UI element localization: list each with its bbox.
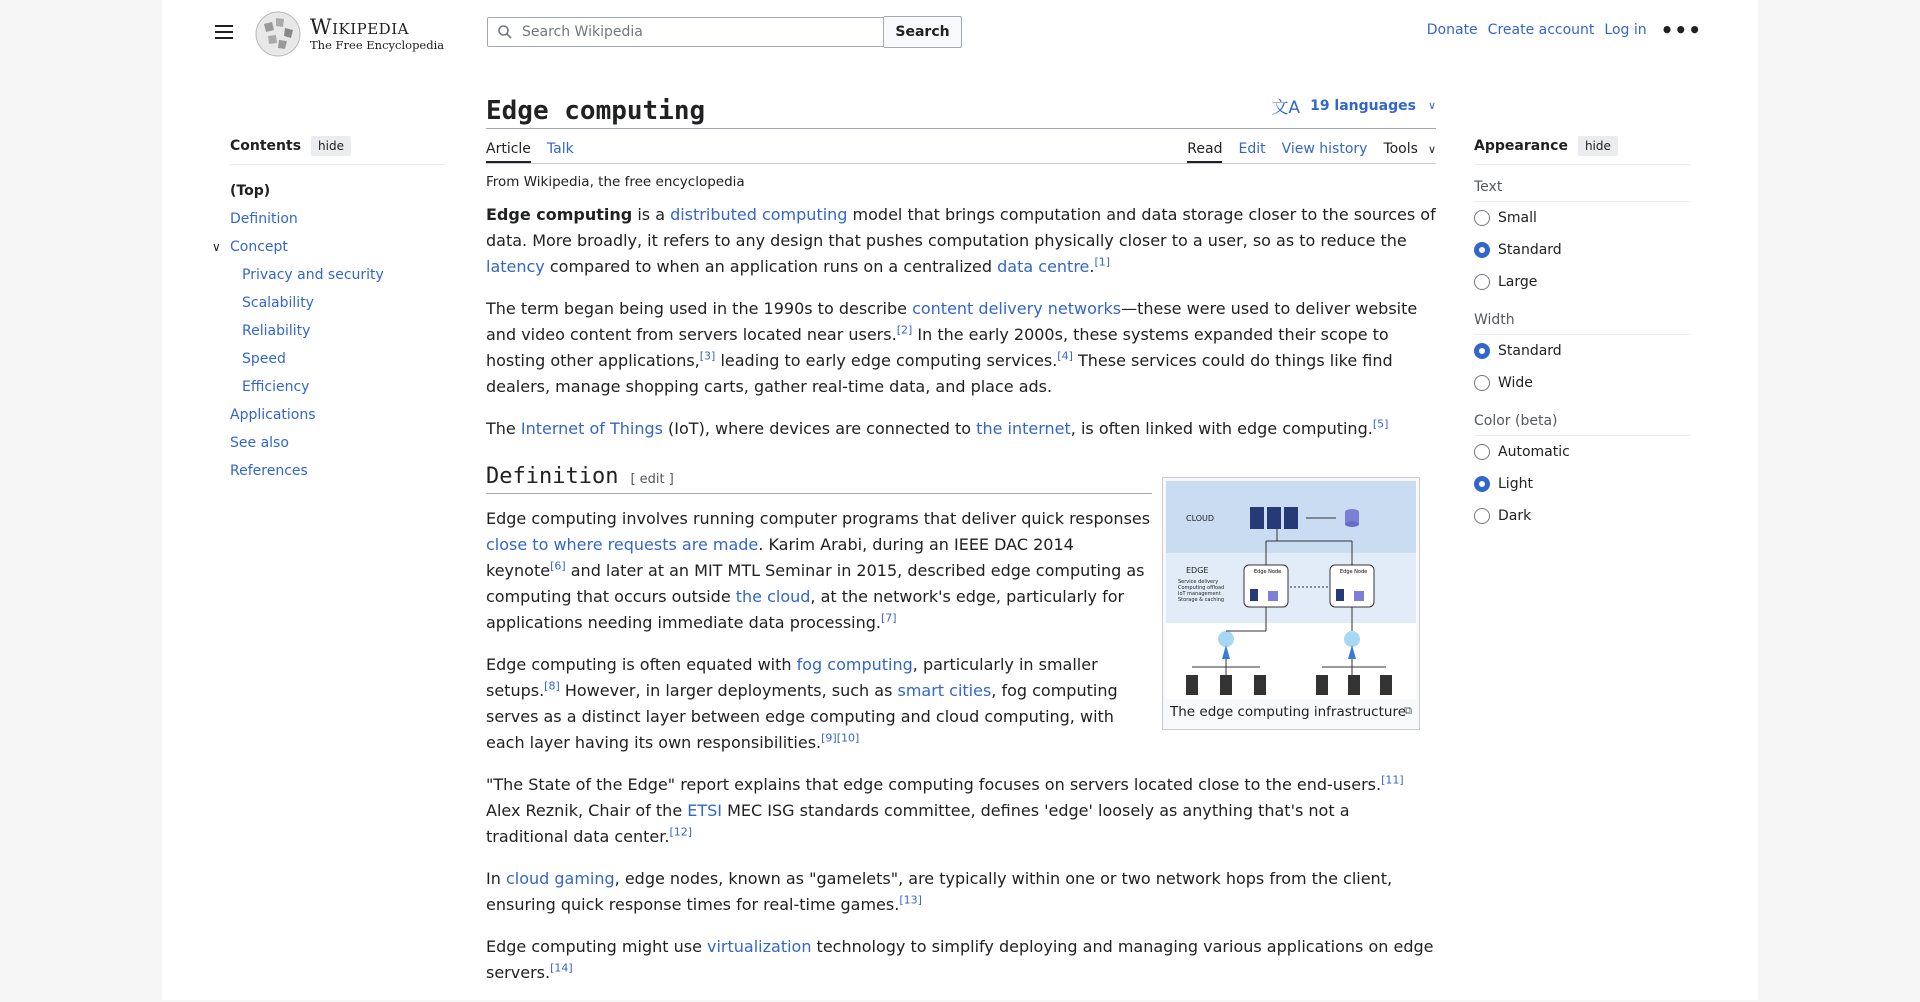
section-heading-definition: Definition [ edit ] (486, 464, 1152, 494)
more-options-icon[interactable]: ••• (1660, 18, 1702, 42)
text-size-large-radio[interactable]: Large (1474, 266, 1690, 298)
edge-caption-line: IoT management (1178, 591, 1221, 597)
language-button[interactable] (1271, 93, 1436, 118)
toc-item-concept[interactable]: ∨ Concept (230, 233, 446, 261)
logo-wordmark: Wikipedia (310, 15, 409, 39)
chevron-down-icon: ∨ (1427, 143, 1436, 156)
link-data-centre[interactable]: data centre (997, 257, 1090, 276)
color-label: Color (beta) (1474, 413, 1690, 436)
tab-edit[interactable]: Edit (1238, 141, 1266, 157)
link-etsi[interactable]: ETSI (687, 801, 723, 820)
cloud-layer-label: CLOUD (1186, 514, 1215, 523)
search-button[interactable]: Search (884, 16, 962, 48)
hamburger-icon (215, 25, 233, 27)
width-standard-radio[interactable]: Standard (1474, 335, 1690, 367)
citation-13[interactable]: [13] (899, 893, 922, 907)
link-the-internet[interactable]: the internet (976, 419, 1071, 438)
page-title: Edge computing (486, 96, 706, 126)
article (486, 90, 1436, 1002)
end-devices-icon (1186, 675, 1392, 695)
toc-item-efficiency[interactable]: Efficiency (242, 379, 310, 395)
svg-text:Edge Node: Edge Node (1340, 569, 1368, 575)
link-fog-computing[interactable]: fog computing (796, 655, 913, 674)
citation-5[interactable]: [5] (1372, 417, 1389, 431)
section-edit-link[interactable]: [ edit ] (630, 472, 674, 487)
citation-9[interactable]: [9] (821, 731, 837, 745)
translate-icon: 文A (1271, 98, 1301, 118)
width-wide-radio[interactable]: Wide (1474, 367, 1690, 399)
main-menu-button[interactable] (212, 20, 236, 44)
tab-talk[interactable]: Talk (546, 141, 574, 157)
link-content-delivery-networks[interactable]: content delivery networks (912, 299, 1122, 318)
tab-read[interactable]: Read (1187, 141, 1222, 163)
tools-menu[interactable]: Tools ∨ (1383, 141, 1436, 157)
citation-11[interactable]: [11] (1381, 773, 1404, 787)
donate-link[interactable]: Donate (1426, 22, 1478, 38)
toc-item-reliability[interactable]: Reliability (242, 323, 311, 339)
citation-4[interactable]: [4] (1057, 349, 1073, 363)
cloud-database-icon (1345, 509, 1359, 527)
tab-article[interactable]: Article (486, 141, 531, 163)
link-distributed-computing[interactable]: distributed computing (670, 205, 848, 224)
text-size-small-radio[interactable]: Small (1474, 202, 1690, 234)
toc-item-see-also[interactable]: See also (230, 435, 289, 451)
text-size-label: Text (1474, 179, 1690, 202)
appearance-hide-button[interactable]: hide (1578, 136, 1618, 156)
infrastructure-diagram[interactable] (1166, 481, 1416, 699)
link-internet-of-things[interactable]: Internet of Things (520, 419, 663, 438)
paragraph: In cloud gaming, edge nodes, known as "gamelets", are typically within one or two network hops from the client, ensuring quick response times for real-time games.[13] (486, 869, 1393, 914)
paragraph: The term began being used in the 1990s to describe content delivery networks—these were used to deliver website and video content from servers located near users.[2] In the early 2000s, these systems expanded their scope to hosting other applications,[3] leading to early edge computing services.[4] These services could do things like find dealers, manage shopping carts, gather real-time data, and place ads. (486, 299, 1418, 396)
page (162, 0, 1758, 1000)
edge-caption-line: Computing offload (1178, 585, 1225, 591)
create-account-link[interactable]: Create account (1487, 22, 1595, 38)
citation-6[interactable]: [6] (550, 559, 566, 573)
toc-title: Contents (230, 138, 302, 154)
link-latency[interactable]: latency (486, 257, 545, 276)
citation-2[interactable]: [2] (896, 323, 913, 337)
search-form (487, 17, 962, 48)
edge-caption-line: Storage & caching (1178, 597, 1225, 603)
tab-view-history[interactable]: View history (1281, 141, 1368, 157)
link-cloud-gaming[interactable]: cloud gaming (505, 869, 615, 888)
citation-14[interactable]: [14] (550, 961, 573, 975)
paragraph: Edge computing might use virtualization technology to simplify deploying and managing various applications on edge servers.[14] (486, 937, 1434, 982)
edge-layer-label: EDGE (1186, 566, 1209, 575)
width-label: Width (1474, 312, 1690, 335)
paragraph: Edge computing is often equated with fog computing, particularly in smaller setups.[8] However, in larger deployments, such as smart cities, fog computing serves as a distinct layer between edge computing and cloud computing, with each layer having its own responsibilities.[9][10] (486, 655, 1118, 752)
globe-logo-icon (254, 10, 302, 58)
edge-node-right (1330, 565, 1374, 607)
figure-caption: The edge computing infrastructure ⧉ (1166, 699, 1416, 726)
table-of-contents (212, 136, 446, 485)
search-box[interactable] (487, 17, 884, 47)
access-point-icon (1218, 631, 1360, 659)
citation-3[interactable]: [3] (699, 349, 716, 363)
infrastructure-figure (1162, 477, 1420, 730)
chevron-down-icon: ∨ (1427, 99, 1436, 112)
toc-item-top[interactable]: (Top) (230, 183, 271, 199)
logo-tagline: The Free Encyclopedia (310, 38, 445, 52)
search-input[interactable] (520, 23, 864, 41)
paragraph: "The State of the Edge" report explains that edge computing focuses on servers located close to the end-users.[11] Alex Reznik, Chair of the ETSI MEC ISG standards committee, defines 'edge' loosely as anything that's not a traditional data center.[12] (486, 773, 1404, 846)
page-tabs (486, 129, 1436, 164)
link-smart-cities[interactable]: smart cities (897, 681, 992, 700)
site-subtitle: From Wikipedia, the free encyclopedia (486, 174, 745, 190)
color-group (1474, 413, 1690, 532)
svg-text:Edge Node: Edge Node (1254, 569, 1282, 575)
toc-hide-button[interactable]: hide (311, 136, 351, 156)
toc-item-applications[interactable]: Applications (230, 407, 316, 423)
paragraph: Edge computing is a distributed computing model that brings computation and data storage closer to the sources of data. More broadly, it refers to any design that pushes computation physically closer to a user, so as to reduce the latency compared to when an application runs on a centralized data centre.[1] (486, 205, 1436, 276)
toc-item-scalability[interactable]: Scalability (242, 295, 314, 311)
cloud-servers-icon (1250, 507, 1298, 529)
toc-item-privacy-and-security[interactable]: Privacy and security (242, 267, 384, 283)
citation-10[interactable]: [10] (836, 731, 860, 745)
toc-item-definition[interactable]: Definition (230, 211, 298, 227)
citation-7[interactable]: [7] (881, 611, 897, 625)
edge-node-left (1244, 565, 1288, 607)
paragraph: The Internet of Things (IoT), where devices are connected to the internet, is often linked with edge computing.[5] (486, 417, 1389, 438)
toc-item-references[interactable]: References (230, 463, 308, 479)
user-links (1417, 18, 1702, 42)
color-dark-radio[interactable]: Dark (1474, 500, 1690, 532)
link-close-to-requests[interactable]: close to where requests are made (486, 535, 759, 554)
link-virtualization[interactable]: virtualization (707, 937, 812, 956)
color-light-radio[interactable]: Light (1474, 468, 1690, 500)
log-in-link[interactable]: Log in (1604, 22, 1647, 38)
enlarge-icon[interactable]: ⧉ (1404, 704, 1412, 717)
citation-8[interactable]: [8] (544, 679, 560, 693)
width-group (1474, 312, 1690, 399)
citation-1[interactable]: [1] (1094, 255, 1111, 269)
appearance-title: Appearance (1474, 138, 1568, 154)
link-the-cloud[interactable]: the cloud (735, 587, 811, 606)
appearance-panel (1474, 136, 1690, 532)
citation-12[interactable]: [12] (669, 825, 693, 839)
text-size-standard-radio[interactable]: Standard (1474, 234, 1690, 266)
language-count: 19 languages (1310, 97, 1416, 114)
paragraph: Edge computing involves running computer programs that deliver quick responses close to where requests are made. Karim Arabi, during an IEEE DAC 2014 keynote[6] and later at an MIT MTL Seminar in 2015, described edge computing as computing that occurs outside the cloud, at the network's edge, particularly for applications needing immediate data processing.[7] (486, 509, 1151, 632)
edge-caption-line: Service delivery (1178, 579, 1219, 585)
chevron-down-icon[interactable]: ∨ (212, 240, 221, 254)
wikipedia-logo[interactable] (254, 10, 454, 58)
toc-item-speed[interactable]: Speed (242, 351, 286, 367)
color-automatic-radio[interactable]: Automatic (1474, 436, 1690, 468)
text-size-group (1474, 179, 1690, 298)
search-icon (498, 25, 512, 39)
